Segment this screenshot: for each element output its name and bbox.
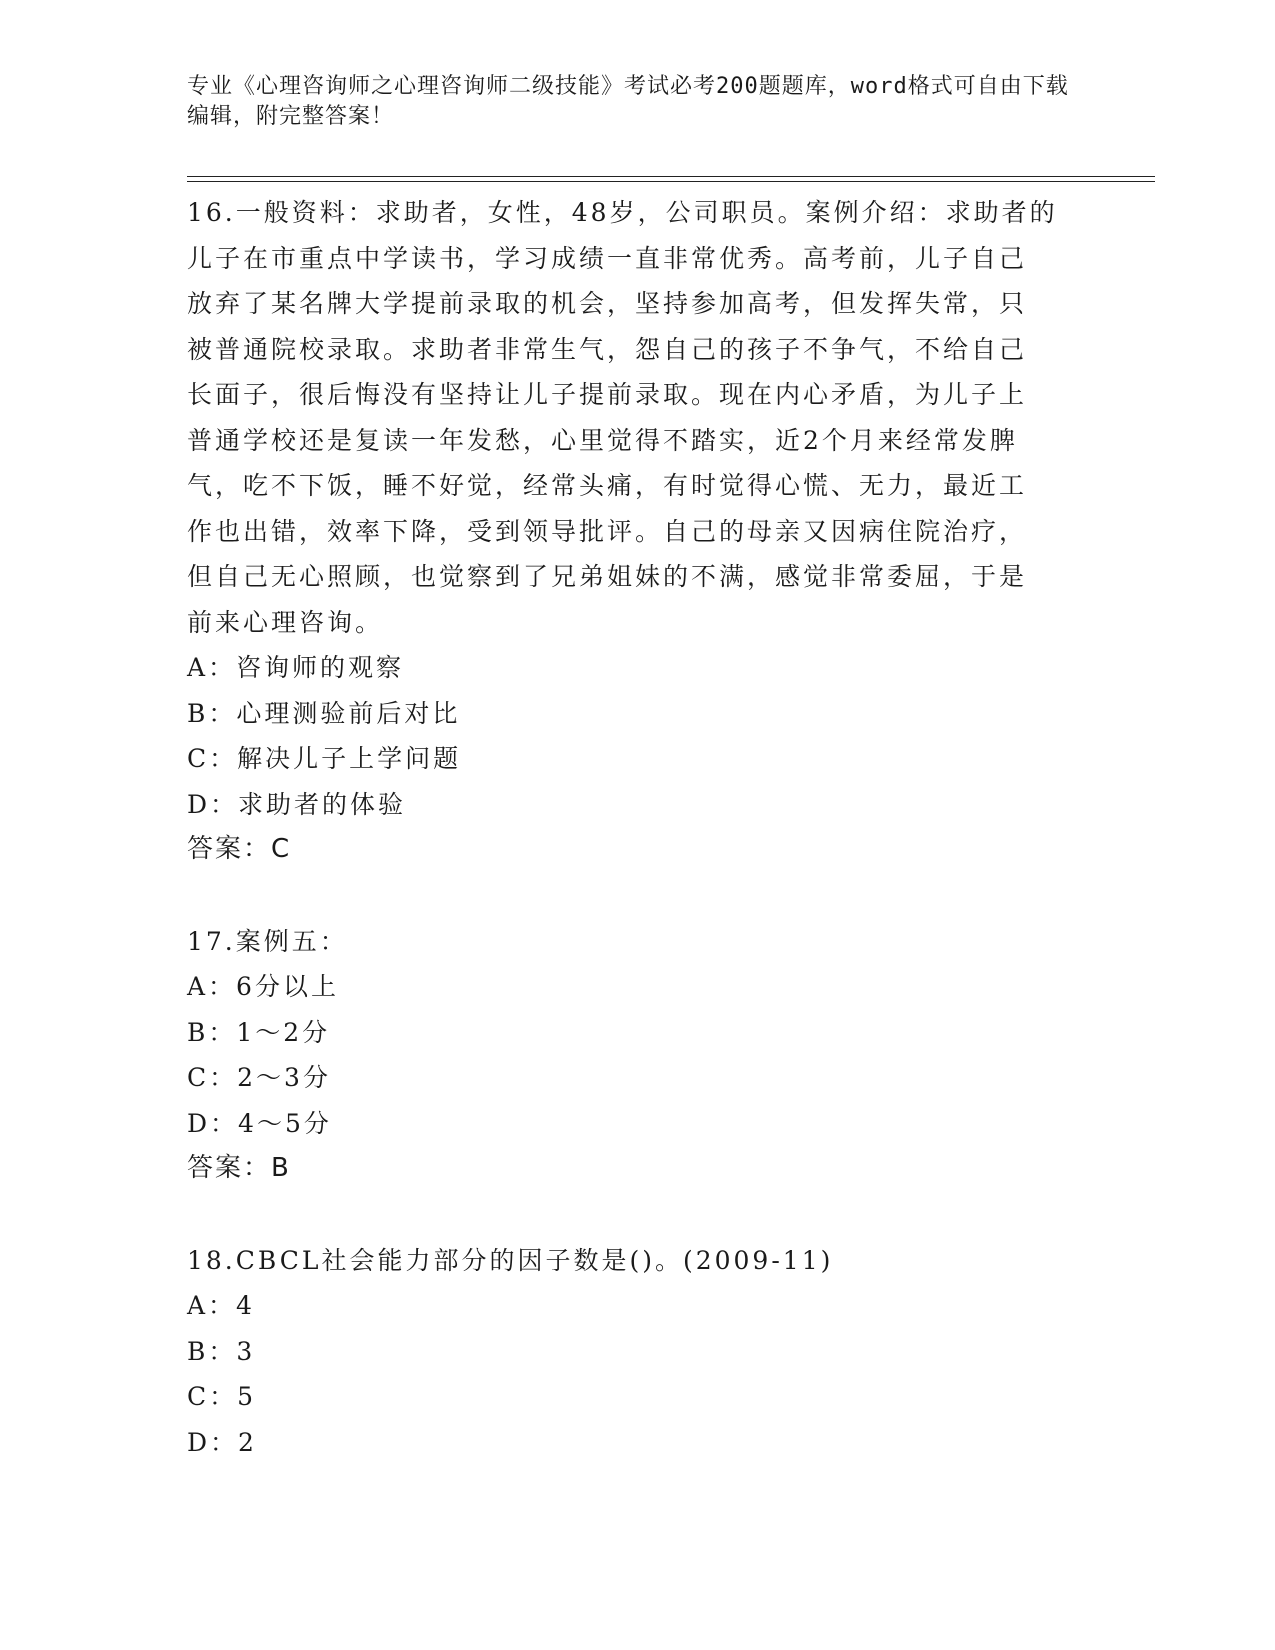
question-16 (187, 190, 1087, 873)
option-c: C：解决儿子上学问题 (187, 744, 462, 773)
question-stem: 18.CBCL社会能力部分的因子数是()。(2009-11) (187, 1245, 834, 1275)
option-c: C：5 (187, 1382, 257, 1411)
question-18 (187, 1238, 1087, 1466)
option-b: B：心理测验前后对比 (187, 698, 461, 728)
answer-key: 答案：B (187, 1153, 291, 1183)
option-d: D：求助者的体验 (187, 789, 407, 819)
answer-key: 答案：C (187, 834, 292, 864)
option-b: B：1～2分 (187, 1017, 331, 1047)
option-d: D：4～5分 (187, 1108, 332, 1138)
option-a: A：咨询师的观察 (187, 653, 405, 682)
header-divider-bottom (187, 181, 1155, 182)
option-c: C：2～3分 (187, 1063, 331, 1092)
option-a: A：6分以上 (187, 972, 339, 1001)
option-b: B：3 (187, 1336, 256, 1366)
option-d: D：2 (187, 1427, 257, 1457)
question-17 (187, 919, 1087, 1192)
option-a: A：4 (187, 1291, 255, 1320)
question-stem: 16.一般资料：求助者，女性，48岁，公司职员。案例介绍：求助者的 儿子在市重点中学读书，学习成绩一直非常优秀。高考前，儿子自己 放弃了某名牌大学提前录取的机会，坚持参加高考，但发挥失常，只 被普通院校录取。求助者非常生气，怨自己的孩子不争气，不给自己 长面子，很后悔没有坚持让儿子提前录取。现在内心矛盾，为儿子上 普通学校还是复读一年发愁，心里觉得不踏实，近2个月来经常发脾 气，吃不下饭，睡不好觉，经常头痛，有时觉得心慌、无力，最近工 作也出错，效率下降，受到领导批评。自己的母亲又因病住院治疗， 但自己无心照顾，也觉察到了兄弟姐妹的不满，感觉非常委屈，于是 前来心理咨询。 (187, 198, 1058, 637)
question-list (187, 190, 1087, 1465)
document-header: 专业《心理咨询师之心理咨询师二级技能》考试必考200题题库，word格式可自由下载编辑，附完整答案！ (187, 74, 1069, 129)
question-stem: 17.案例五： (187, 926, 348, 956)
header-divider-top (187, 176, 1155, 177)
